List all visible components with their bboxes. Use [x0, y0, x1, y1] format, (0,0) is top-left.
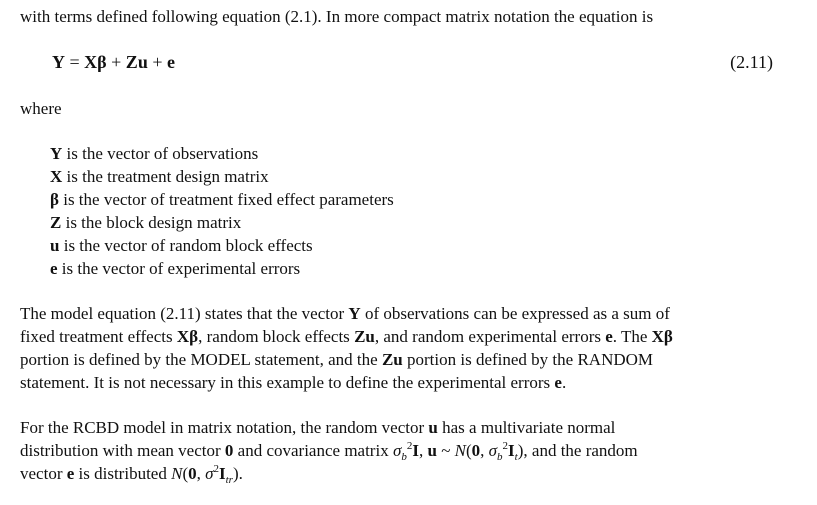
eq-plus: + — [106, 52, 126, 72]
eq-plus: + — [147, 52, 167, 72]
definition-item: β is the vector of treatment fixed effect parameters — [50, 190, 394, 209]
eq-beta: β — [97, 52, 107, 72]
eq-X: X — [84, 52, 98, 72]
eq-e: e — [166, 52, 175, 72]
eq-Z: Z — [125, 52, 138, 72]
matrix-equation — [52, 51, 175, 74]
definition-item: Y is the vector of observations — [50, 144, 259, 163]
eq-u: u — [137, 52, 148, 72]
intro-text: with terms defined following equation (2.1). In more compact matrix notation the equation is — [20, 7, 654, 26]
eq-equals: = — [65, 52, 85, 72]
definition-item: u is the vector of random block effects — [50, 236, 313, 255]
definition-item: Z is the block design matrix — [50, 213, 242, 232]
definition-item: X is the treatment design matrix — [50, 167, 269, 186]
document-page: with terms defined following equation (2.1). In more compact matrix notation the equation is Y = Xβ + Zu + e (2.11) where Y is the vector of observations X is the treatment design matrix β is the vector of treatment fixed effect parameters Z is the block design matrix u is the vector of random block effects e is the vector of experimental errors The model equation (2.11) states that the vector Y of observations can be expressed as a sum of fixed treatment effects Xβ, random block effects Zu, and random experimental errors e. The Xβ portion is defined by the MODEL statement, and the Zu portion is defined by the RANDOM statement. It is not necessary in this example to define the experimental errors e. For the RCBD model in matrix notation, the random vector u has a multivariate normal distribution with mean vector 0 and covariance matrix $\sigma_b^2I$, u ~ N(0, $\sigma_b^2I_t$), and the random vector e is distributed N(0, $\sigma^2I_{tr}$). — [20, 7, 773, 486]
where-label: where — [20, 99, 62, 118]
equation-number: (2.11) — [730, 52, 773, 72]
definition-item: e is the vector of experimental errors — [50, 259, 301, 278]
eq-Y: Y — [52, 52, 65, 72]
